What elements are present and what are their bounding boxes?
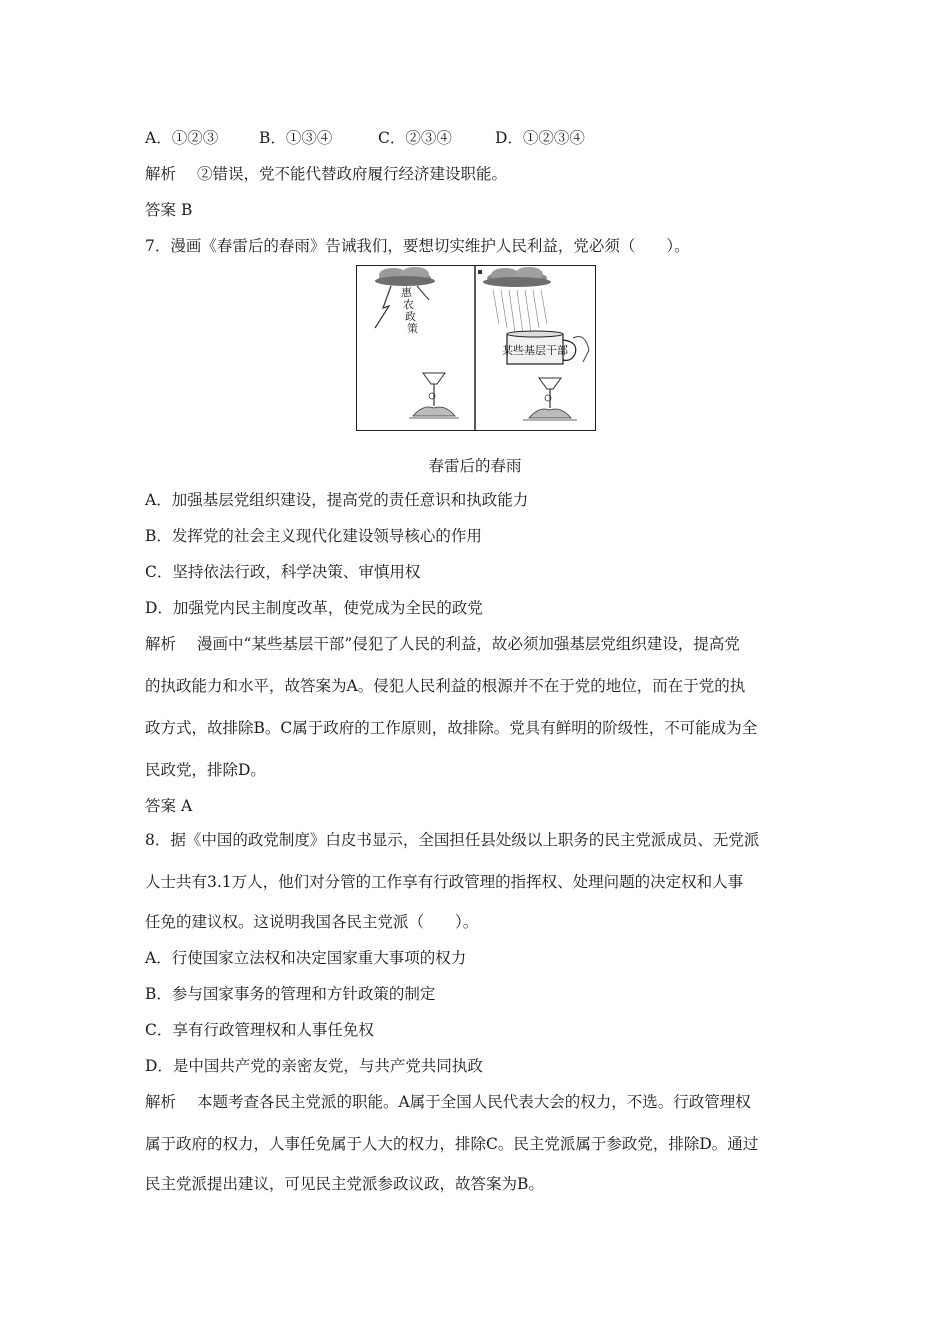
lightning-icon [375,286,391,328]
corner-mark [478,270,482,274]
answer-label: 答案 [145,797,177,815]
q6-option-b: B．①③④ [259,129,333,147]
q8-analysis-line-3: 民主党派提出建议，可见民主党派参政议政，故答案为B。 [145,1175,544,1193]
q6-option-d: D．①②③④ [495,129,585,147]
figure-caption: 春雷后的春雨 [428,457,522,475]
analysis-label: 解析 [145,165,177,183]
q7-analysis-line-3: 政方式，故排除B。C属于政府的工作原则，故排除。党具有鲜明的阶级性，不可能成为全 [145,719,758,737]
q6-answer [145,200,192,220]
q8-stem-line-3: 任免的建议权。这说明我国各民主党派（ ）。 [145,913,479,931]
q8-option-d: D．是中国共产党的亲密友党，与共产党共同执政 [145,1057,483,1075]
q8-option-b: B．参与国家事务的管理和方针政策的制定 [145,985,436,1003]
q7-answer [145,796,192,816]
q7-analysis-line-1 [145,634,740,654]
q8-option-a: A．行使国家立法权和决定国家重大事项的权力 [145,949,467,967]
q8-analysis-line-1 [145,1092,751,1112]
right-funnel-plant-icon [523,378,577,420]
cartoon-figure [356,265,596,431]
q7-option-c: C．坚持依法行政，科学决策、审慎用权 [145,563,421,581]
q8-stem-line-1: 8．据《中国的政党制度》白皮书显示，全国担任县处级以上职务的民主党派成员、无党派 [145,831,760,849]
q8-stem-line-2: 人士共有3.1万人，他们对分管的工作享有行政管理的指挥权、处理问题的决定权和人事 [145,873,744,891]
rain-icon [493,290,547,334]
analysis-label: 解析 [145,635,177,653]
q6-analysis [145,164,507,184]
q6-answer-value: B [181,201,193,219]
q6-option-a: A．①②③ [145,129,219,147]
q7-answer-value: A [181,797,193,815]
q7-option-a: A．加强基层党组织建设，提高党的责任意识和执政能力 [145,491,529,509]
q7-option-d: D．加强党内民主制度改革，使党成为全民的政党 [145,599,483,617]
q6-option-c: C．②③④ [378,129,452,147]
analysis-label: 解析 [145,1093,177,1111]
left-funnel-plant-icon [409,373,459,418]
right-panel-text: 某些基层干部 [502,344,568,357]
q8-analysis-line-2: 属于政府的权力，人事任免属于人大的权力，排除C。民主党派属于参政党，排除D。通过 [145,1135,759,1153]
q7-stem: 7．漫画《春雷后的春雨》告诫我们，要想切实维护人民利益，党必须（ ）。 [145,237,690,255]
right-cloud-icon [483,267,551,287]
q7-analysis-text: 漫画中“某些基层干部”侵犯了人民的利益，故必须加强基层党组织建设，提高党 [197,635,740,653]
left-cloud-icon [375,267,435,286]
q8-analysis-text: 本题考查各民主党派的职能。A属于全国人民代表大会的权力，不选。行政管理权 [197,1093,751,1111]
q6-options [145,128,585,148]
q7-option-b: B．发挥党的社会主义现代化建设领导核心的作用 [145,527,482,545]
q6-analysis-text: ②错误，党不能代替政府履行经济建设职能。 [197,165,508,183]
lightning-ray [417,286,429,300]
q7-analysis-line-2: 的执政能力和水平，故答案为A。侵犯人民利益的根源并不在于党的地位，而在于党的执 [145,677,746,695]
q7-analysis-line-4: 民政党，排除D。 [145,761,266,779]
left-panel-text: 惠农政策 [401,286,418,335]
cartoon-illustration [357,266,595,430]
q8-option-c: C．享有行政管理权和人事任免权 [145,1021,374,1039]
answer-label: 答案 [145,201,177,219]
